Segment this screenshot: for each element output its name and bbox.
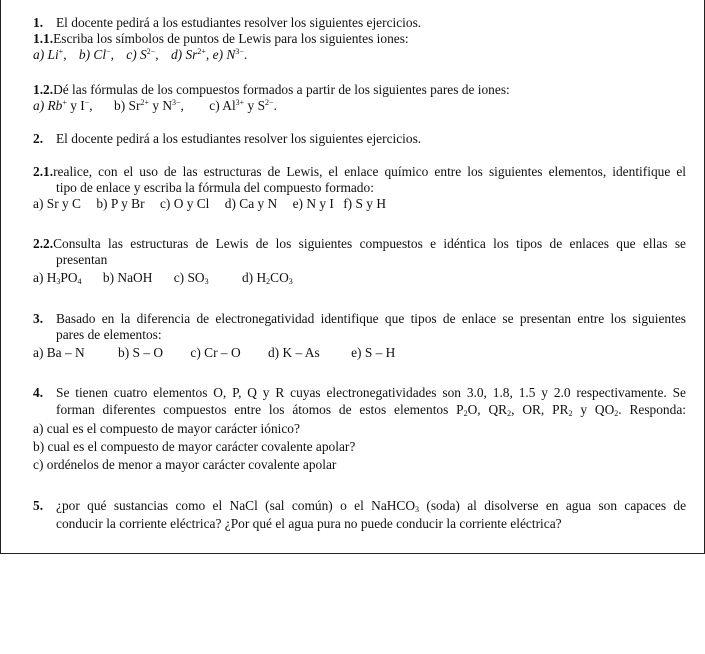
q1-2-heading: 1.2.Dé las fórmulas de los compuestos formados a partir de los siguientes pares de iones: [33,82,510,97]
q3-item-c: c) Cr – O [190,345,241,360]
q2-2-items [33,270,686,286]
q3-item-b: b) S – O [118,345,164,360]
q3-item-e: e) S – H [351,345,396,360]
q3-line2: pares de elementos: [56,327,162,342]
q1-1-item-d: d) $Sr^{2+}$, [170,47,210,62]
q2-2-item-a: a) $H_3PO_4$ [33,270,82,286]
q2-1-item-e: e) N y I [292,196,334,211]
q1-1-items [33,47,686,63]
q1-1-item-a: a) Li+, [33,47,67,62]
q1-1-item-e: e) $N^{3-}$. [212,47,248,62]
q2-1-item-f: f) S y H [343,196,386,211]
q1-2-item-a: a) Rb+ y I−, [33,98,93,113]
q1-1-item-c: c) $S^{2-}$, [126,47,159,62]
q1-1-item-b: b) Cl−, [78,47,114,62]
q3-items [33,345,686,361]
q3-item-d: d) K – As [267,345,320,360]
q3-line1: 3. Basado en la diferencia de electronegatividad identifique que tipos de enlace se presentan entre los siguientes [33,311,686,326]
q2-2-item-d: d) $H_2CO_3$ [241,270,293,286]
q4-line1: 4. Se tienen cuatro elementos O, P, Q y R cuyas electronegatividades son 3.0, 1.8, 1.5 y 2.0 respectivamente. Se [33,385,686,400]
q1-heading: 1. El docente pedirá a los estudiantes resolver los siguientes ejercicios. [33,15,422,30]
q2-1-item-c: c) O y Cl [159,196,210,211]
q5-line2: conducir la corriente eléctrica? ¿Por qué el agua pura no puede conducir la corriente eléctrica? [56,516,562,531]
q2-2-item-c: c) $SO_3$ [173,270,209,286]
q2-2-line2: presentan [56,252,108,267]
q5-line1: 5. ¿por qué sustancias como el NaCl (sal común) o el NaHCO$_3$ (soda) al disolverse en agua son capaces de [33,498,687,514]
q4-answer-a: a) cual es el compuesto de mayor carácter iónico? [33,421,300,436]
q3-item-a: a) Ba – N [33,345,85,360]
q1-2-item-b: b) $Sr^{2+}$ y $N^{3-}$, [114,98,184,113]
q1-2-item-c: c) $Al^{3+}$ y $S^{2-}$. [209,98,277,113]
q1-1-heading: 1.1.Escriba los símbolos de puntos de Lewis para los siguientes iones: [33,31,409,46]
q4-line2: forman diferentes compuestos entre los átomos de estos elementos $P_2O$, $QR_2$, OR, $PR_2$ y $QO_2$. Responda: [56,402,686,418]
q2-2-line1: 2.2.Consulta las estructuras de Lewis de los siguientes compuestos e idéntica los tipos de enlaces que ellas se [33,236,686,251]
q2-1-items [33,196,686,212]
q4-answer-c: c) ordénelos de menor a mayor carácter covalente apolar [33,457,337,472]
q2-1-line1: 2.1.realice, con el uso de las estructuras de Lewis, el enlace químico entre los siguientes elementos, identifique el [33,164,686,179]
q2-1-item-a: a) Sr y C [33,196,81,211]
q4-answer-b: b) cual es el compuesto de mayor carácter covalente apolar? [33,439,356,454]
q2-2-item-b: b) NaOH [102,270,153,285]
q2-1-item-b: b) P y Br [96,196,145,211]
q1-2-items [33,98,686,114]
q2-1-line2: tipo de enlace y escriba la fórmula del compuesto formado: [56,180,374,195]
q2-1-item-d: d) Ca y N [224,196,278,211]
q2-heading: 2. El docente pedirá a los estudiantes resolver los siguientes ejercicios. [33,131,422,146]
